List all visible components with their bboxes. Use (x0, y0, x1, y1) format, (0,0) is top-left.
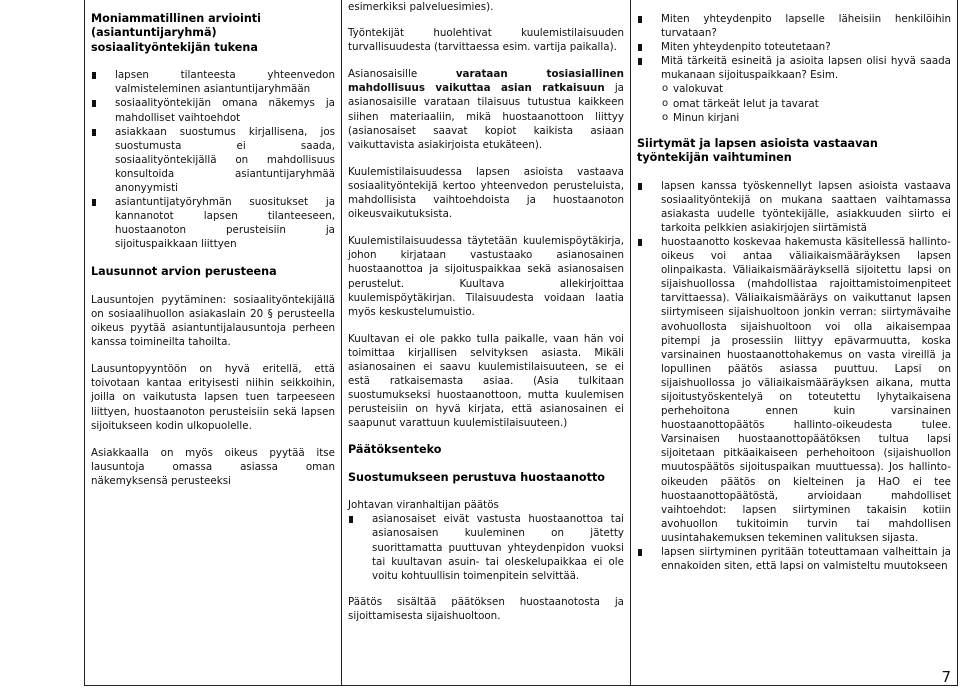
section-heading: Päätöksenteko (348, 443, 442, 457)
section-heading: Siirtymät ja lapsen asioista vastaavan työntekijän vaihtuminen (637, 136, 878, 165)
bullet-list (348, 512, 624, 582)
paragraph: Kuultavan ei ole pakko tulla paikalle, vaan hän voi toimittaa kirjallisen selvityksen asiasta. Mikäli asianosainen ei saavu kuulemistilaisuuteen, se ei estä ratkaisemasta asiaa. (Asia tulkitaan suostumukseksi huostaanottoon, mutta kuulemisen perusteisiin on hyvä kirjata, että asianosainen ei saapunut varattuun kuulemistilaisuuteen.) (348, 332, 624, 430)
column-right (630, 0, 958, 686)
paragraph: Lausuntopyyntöön on hyvä eritellä, että toivotaan kantaa erityisesti niihin seikkoihin, joilla on vaikutusta lapsen tuen tarpeeseen liittyen, huostaanoton perusteisiin sekä lapsen sijoitukseen kodin ulkopuolelle. (91, 363, 335, 432)
text-run: ja asianosaisille varataan tilaisuus tutustua kaikkeen siihen materiaaliin, mikä huostaanottoon liittyy (asianosaiset saavat kopiot kaikista asiaan vaikuttavista asiakirjoista etukäteen). (348, 82, 624, 151)
list-item: Miten yhteydenpito lapselle läheisiin henkilöihin turvataan? (637, 12, 951, 40)
list-item: Mitä tärkeitä esineitä ja asioita lapsen olisi hyvä saada mukanaan sijoituspaikkaan? Esim. (637, 54, 951, 82)
paragraph: esimerkiksi palveluesimies). (348, 1, 494, 13)
sub-list (637, 82, 951, 124)
sub-list-item: o omat tärkeät lelut ja tavarat (637, 97, 951, 111)
paragraph: Lausuntojen pyytäminen: sosiaalityöntekijällä on sosiaalihuollon asiakaslain 20 § perusteella oikeus pyytää asiantuntijalausuntoja perheen kanssa toimineilta tahoilta. (91, 293, 335, 349)
list-item: lapsen siirtyminen pyritään toteuttamaan valheittain ja ennakoiden siten, että lapsi on valmisteltu muutokseen (637, 545, 951, 573)
bold-text: varataan tosiasiallinen mahdollisuus vaikuttaa asian ratkaisuun (348, 68, 624, 95)
paragraph: Päätös sisältää päätöksen huostaanotosta ja sijoittamisesta sijaishuoltoon. (348, 595, 624, 622)
paragraph (348, 67, 624, 152)
list-item: asiantuntijatyöryhmän suositukset ja kannanotot lapsen tilanteeseen, huostaanoton perusteisiin ja sijoituspaikkaan liittyen (91, 195, 335, 251)
paragraph: Työntekijät huolehtivat kuulemistilaisuuden turvallisuudesta (tarvittaessa esim. vartija paikalla). (348, 27, 624, 54)
list-item: lapsen tilanteesta yhteenvedon valmisteleminen asiantuntijaryhmään (91, 68, 335, 96)
section-heading: Suostumukseen perustuva huostaanotto (348, 470, 605, 484)
sub-list-item: o valokuvat (637, 82, 951, 96)
sub-list-item: o Minun kirjani (637, 111, 951, 125)
paragraph: Kuulemistilaisuudessa lapsen asioista vastaava sosiaalityöntekijä kertoo yhteenvedon perusteluista, mahdollisista vaihtoehdoista ja huostaanoton oikeusvaikutuksista. (348, 165, 624, 221)
list-item: huostaanotto koskevaa hakemusta käsitellessä hallinto-oikeus voi antaa väliaikaismääräyksen lapsen olinpaikasta. Väliaikaismääräyksellä sijoitettu lapsi on sijaishuollossa (mahdollistaa rajoittamistoimenpiteet tarvittaessa). Väliaikaismääräys on vaikuttanut lapsen siirtymiseen sijaishuoltoon jonkin verran: siirtymävaihe avohuollosta sijaishuoltoon voi olla aikaisempaa pitempi ja prosessiin liittyy epävarmuutta, koska varsinainen huostaanottohakemus on vasta vireillä ja lopullinen päätös asiassa puuttuu. Lapsi on sijaishuollossa jo väliaikaismääräyksen aikana, mutta sijoitustyöskentelyä on toteutettu lyhytaikaisena perhehoitona ennen kuin varsinainen huostaanottopäätös hallinto-oikeudesta tulee. Varsinaisen huostaanottopäätöksen tultua lapsi sijoitetaan pitkäaikaiseen perhehoitoon (sijaishuollon muutospäätös sijoituspaikan muuttuessa). Jos hallinto-oikeuden päätös on kielteinen ja HaO ei tee huostaanottopäätöstä, arvioidaan mahdolliset vaihtoehdot: lapsen siirtyminen takaisin kotiin avohuollon tukitoimin turvin tai mahdollisen uusintahakemuksen tekeminen valituksen sijasta. (637, 235, 951, 545)
list-item: sosiaalityöntekijän omana näkemys ja mahdolliset vaihtoehdot (91, 96, 335, 124)
page-number: 7 (941, 668, 951, 686)
bullet-list (637, 12, 951, 82)
text-run: Asianosaisille (348, 68, 456, 81)
section-heading: Moniammatillinen arviointi (asiantuntijaryhmä) sosiaalityöntekijän tukena (91, 12, 261, 54)
section-heading: Lausunnot arvion perusteena (91, 265, 277, 279)
bullet-list (91, 68, 335, 251)
bullet-list (637, 179, 951, 574)
list-item: lapsen kanssa työskennellyt lapsen asioista vastaava sosiaalityöntekijä on mukana saattaen vaihtamassa asiakasta uudelle työntekijälle, asiakkuuden siirto ei tarkoita pelkkien asiakirjojen siirtämistä (637, 179, 951, 235)
paragraph: Johtavan viranhaltijan päätös (348, 499, 499, 512)
paragraph: Asiakkaalla on myös oikeus pyytää itse lausuntoja omassa asiassa oman näkemyksensä perusteeksi (91, 446, 335, 487)
list-item: Miten yhteydenpito toteutetaan? (637, 40, 951, 54)
column-middle (342, 0, 630, 686)
list-item: asianosaiset eivät vastusta huostaanottoa tai asianosaisen kuuleminen on jätetty suorittamatta puuttuvan yhteydenpidon vuoksi tai kuultavan asuin- tai oleskelupaikkaa ei ole voitu kohtuullisin toimenpitein selvittää. (348, 512, 624, 582)
paragraph: Kuulemistilaisuudessa täytetään kuulemispöytäkirja, johon kirjataan vastustaako asianosainen huostaanottoa ja sijoituspaikkaa sekä asianosaisen perustelut. Kuultava allekirjoittaa kuulemispöytäkirjan. Tilaisuudesta voidaan laatia myös keskustelumuistio. (348, 235, 624, 318)
list-item: asiakkaan suostumus kirjallisena, jos suostumusta ei saada, sosiaalityöntekijällä on mahdollisuus konsultoida asiantuntijaryhmää anonyymisti (91, 125, 335, 195)
column-left (84, 0, 342, 686)
